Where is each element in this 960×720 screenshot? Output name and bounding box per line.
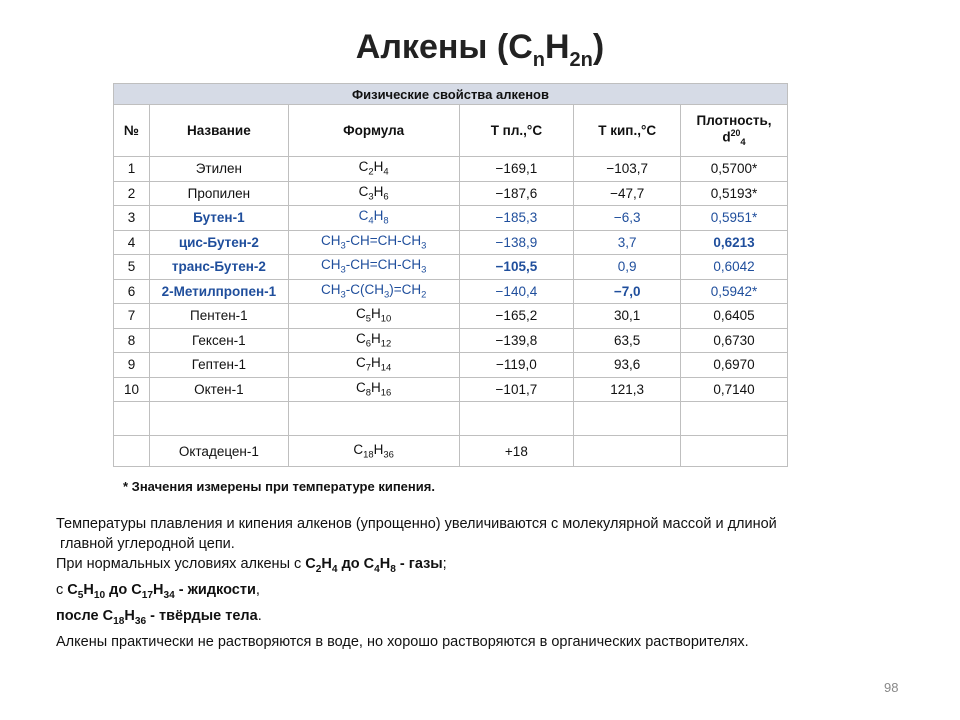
cell-boiling-point: −6,3 — [574, 206, 681, 231]
cell-density: 0,5193* — [681, 181, 788, 206]
cell-boiling-point: 30,1 — [574, 304, 681, 329]
cell-density: 0,5942* — [681, 279, 788, 304]
cell-melting-point: +18 — [459, 436, 574, 467]
cell-boiling-point: 3,7 — [574, 230, 681, 255]
table-row — [114, 353, 788, 378]
table-row — [114, 436, 788, 467]
cell-formula: $CH_3-CH=CH-CH_3$ — [288, 230, 459, 255]
cell-density: 0,5951* — [681, 206, 788, 231]
table-row — [114, 181, 788, 206]
cell-num: 5 — [114, 255, 150, 280]
cell-num: 4 — [114, 230, 150, 255]
table-row — [114, 304, 788, 329]
table-footnote: * Значения измерены при температуре кипения. — [123, 479, 435, 494]
cell-name: Октадецен-1 — [149, 436, 288, 467]
cell-formula: $C_5H_{10}$ — [288, 304, 459, 329]
cell-formula: $C_6H_{12}$ — [288, 328, 459, 353]
cell-name: Пропилен — [149, 181, 288, 206]
cell-name: цис-Бутен-2 — [149, 230, 288, 255]
paragraph: Температуры плавления и кипения алкенов (упрощенно) увеличиваются с молекулярной массой и длиной — [56, 516, 777, 532]
header-formula: Формула — [288, 105, 459, 157]
cell-density: 0,6970 — [681, 353, 788, 378]
cell-melting-point: −139,8 — [459, 328, 574, 353]
cell-boiling-point: 63,5 — [574, 328, 681, 353]
cell-name: Гексен-1 — [149, 328, 288, 353]
table-row — [114, 157, 788, 182]
cell-melting-point: −105,5 — [459, 255, 574, 280]
table-row — [114, 328, 788, 353]
cell-boiling-point — [574, 436, 681, 467]
cell-num: 7 — [114, 304, 150, 329]
cell-num: 10 — [114, 377, 150, 402]
cell-num: 1 — [114, 157, 150, 182]
paragraph: после $C_{18}H_{36}$ - твёрдые тела. — [56, 607, 262, 627]
cell-num — [114, 436, 150, 467]
cell-boiling-point: −47,7 — [574, 181, 681, 206]
cell-melting-point: −138,9 — [459, 230, 574, 255]
header-density: Плотность, $d^{20}_4$ — [681, 105, 788, 157]
paragraph: главной углеродной цепи. — [60, 536, 235, 552]
header-name: Название — [149, 105, 288, 157]
alkene-properties-table — [113, 83, 788, 467]
table-row — [114, 230, 788, 255]
paragraph: При нормальных условиях алкены с $C_2H_4$ до $C_4H_8$ - газы; — [56, 556, 447, 575]
table-row-empty — [114, 402, 788, 436]
cell-num: 8 — [114, 328, 150, 353]
cell-density: 0,7140 — [681, 377, 788, 402]
cell-boiling-point: 121,3 — [574, 377, 681, 402]
cell-boiling-point: −103,7 — [574, 157, 681, 182]
cell-boiling-point: −7,0 — [574, 279, 681, 304]
cell-num: 3 — [114, 206, 150, 231]
slide-title: Алкены $(C_nH_{2n})$ — [355, 28, 605, 71]
cell-formula: $C_2H_4$ — [288, 157, 459, 182]
table-caption: Физические свойства алкенов — [114, 84, 788, 105]
cell-name: Этилен — [149, 157, 288, 182]
cell-formula: $CH_3-C(CH_3)=CH_2$ — [288, 279, 459, 304]
cell-density: 0,6730 — [681, 328, 788, 353]
cell-num: 9 — [114, 353, 150, 378]
cell-formula: $C_{18}H_{36}$ — [288, 436, 459, 467]
cell-density: 0,6405 — [681, 304, 788, 329]
paragraph: с $C_5H_{10}$ до $C_{17}H_{34}$ - жидкости, — [56, 581, 260, 601]
cell-formula: $C_4H_8$ — [288, 206, 459, 231]
cell-formula: $CH_3-CH=CH-CH_3$ — [288, 255, 459, 280]
header-num: № — [114, 105, 150, 157]
paragraph: Алкены практически не растворяются в воде, но хорошо растворяются в органических растворителях. — [56, 633, 749, 650]
table-row — [114, 377, 788, 402]
cell-melting-point: −165,2 — [459, 304, 574, 329]
cell-melting-point: −185,3 — [459, 206, 574, 231]
cell-density: 0,6213 — [681, 230, 788, 255]
table-row — [114, 206, 788, 231]
cell-density: 0,6042 — [681, 255, 788, 280]
header-boiling-point: Т кип.,°C — [574, 105, 681, 157]
cell-melting-point: −169,1 — [459, 157, 574, 182]
cell-num: 2 — [114, 181, 150, 206]
cell-formula: $C_7H_{14}$ — [288, 353, 459, 378]
body-text — [56, 514, 856, 652]
table-row — [114, 255, 788, 280]
cell-density: 0,5700* — [681, 157, 788, 182]
cell-density — [681, 436, 788, 467]
cell-name: Гептен-1 — [149, 353, 288, 378]
cell-melting-point: −140,4 — [459, 279, 574, 304]
cell-name: Октен-1 — [149, 377, 288, 402]
cell-formula: $C_3H_6$ — [288, 181, 459, 206]
cell-name: транс-Бутен-2 — [149, 255, 288, 280]
cell-name: Бутен-1 — [149, 206, 288, 231]
cell-boiling-point: 0,9 — [574, 255, 681, 280]
cell-name: Пентен-1 — [149, 304, 288, 329]
header-melting-point: Т пл.,°C — [459, 105, 574, 157]
page-number: 98 — [884, 680, 899, 695]
cell-boiling-point: 93,6 — [574, 353, 681, 378]
cell-formula: $C_8H_{16}$ — [288, 377, 459, 402]
cell-melting-point: −187,6 — [459, 181, 574, 206]
cell-melting-point: −119,0 — [459, 353, 574, 378]
cell-name: 2-Метилпропен-1 — [149, 279, 288, 304]
cell-melting-point: −101,7 — [459, 377, 574, 402]
cell-num: 6 — [114, 279, 150, 304]
table-row — [114, 279, 788, 304]
